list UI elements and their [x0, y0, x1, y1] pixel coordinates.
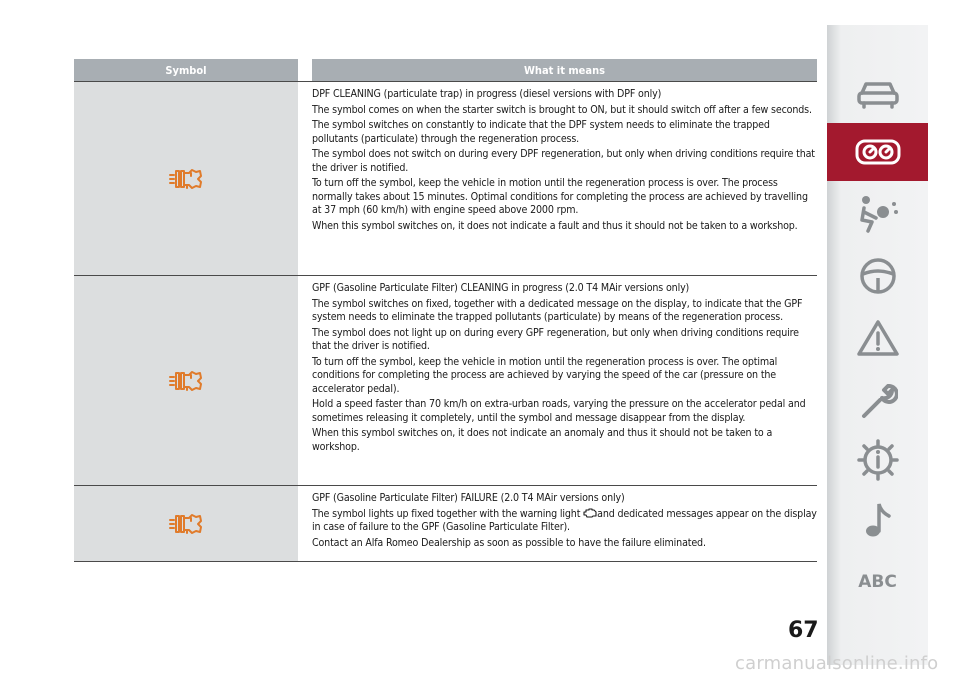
row-paragraph: The symbol does not light up on during every GPF regeneration, but only when driving conditions require that the driver is notified.	[312, 326, 799, 352]
gpf-failure-icon	[168, 512, 204, 536]
sidebar-item-index[interactable]	[827, 553, 928, 611]
sidebar-item-maintenance[interactable]	[827, 371, 928, 429]
header-meaning: What it means	[523, 63, 606, 77]
music-note-icon	[863, 500, 893, 540]
sidebar-item-dashboard[interactable]	[827, 123, 928, 181]
dashboard-icon	[854, 138, 902, 166]
table-header	[74, 59, 817, 81]
meaning-cell	[312, 486, 817, 561]
airbag-safety-icon	[856, 194, 900, 234]
meaning-cell	[312, 276, 817, 485]
abc-index-label: ABC	[858, 572, 897, 592]
steering-wheel-icon	[858, 256, 898, 296]
row-title: DPF CLEANING (particulate trap) in progress (diesel versions with DPF only)	[312, 88, 662, 100]
dpf-filter-icon	[168, 167, 204, 191]
row-paragraph: Hold a speed faster than 70 km/h on extra-urban roads, varying the pressure on the accelerator pedal and sometimes releasing it completely, until the symbol and message disappear from the display.	[312, 398, 806, 424]
meaning-cell	[312, 82, 817, 275]
sidebar-item-driving[interactable]	[827, 247, 928, 305]
car-icon	[856, 79, 900, 109]
symbol-cell	[74, 486, 298, 561]
warning-triangle-icon	[856, 319, 900, 357]
warning-lights-table	[74, 59, 817, 562]
sidebar-item-emergency[interactable]	[827, 309, 928, 367]
table-row	[74, 485, 817, 562]
sidebar-item-safety[interactable]	[827, 185, 928, 243]
table-row	[74, 275, 817, 485]
row-paragraph: The symbol comes on when the starter switch is brought to ON, but it should switch off after a few seconds.	[312, 103, 812, 116]
row-text-after-icon: and dedicated messages appear on the display in case of failure to the GPF (Gasoline Particulate Filter).	[312, 507, 817, 533]
chapter-sidebar	[827, 25, 928, 665]
row-paragraph: When this symbol switches on, it does not indicate a fault and thus it should not be taken to a workshop.	[312, 219, 798, 232]
sidebar-item-technical-data[interactable]	[827, 431, 928, 489]
row-paragraph: When this symbol switches on, it does not indicate an anomaly and thus it should not be taken to a workshop.	[312, 427, 773, 453]
row-paragraph: The symbol switches on constantly to indicate that the DPF system needs to eliminate the trapped pollutants (particulate) through the regeneration process.	[312, 119, 770, 145]
row-paragraph: The symbol switches on fixed, together with a dedicated message on the display, to indicate that the GPF system needs to eliminate the trapped pollutants (particulate) by means of the regeneration process.	[312, 297, 803, 323]
engine-warning-icon	[583, 508, 597, 518]
row-paragraph: Contact an Alfa Romeo Dealership as soon as possible to have the failure eliminated.	[312, 536, 706, 549]
gpf-filter-icon	[168, 369, 204, 393]
table-row	[74, 81, 817, 275]
watermark: carmanualsonline.info	[735, 653, 939, 674]
row-title: GPF (Gasoline Particulate Filter) FAILURE (2.0 T4 MAir versions only)	[312, 492, 625, 504]
row-text-before-icon: The symbol lights up fixed together with the warning light	[312, 507, 581, 520]
header-symbol: Symbol	[165, 63, 207, 77]
row-paragraph: To turn off the symbol, keep the vehicle in motion until the regeneration process is over. The process normally takes about 15 minutes. Optimal conditions for completing the process are achieved by travelling at 37 mph (60 km/h) with engine speed above 2000 rpm.	[312, 177, 808, 216]
row-paragraph: To turn off the symbol, keep the vehicle in motion until the regeneration process is over. The optimal conditions for completing the process are achieved by varying the speed of the car (pressure on the accelerator pedal).	[312, 355, 778, 395]
page-number: 67	[788, 618, 819, 643]
row-title: GPF (Gasoline Particulate Filter) CLEANING in progress (2.0 T4 MAir versions only)	[312, 282, 690, 294]
wrench-icon	[858, 380, 898, 420]
symbol-cell	[74, 276, 298, 485]
sidebar-item-multimedia[interactable]	[827, 491, 928, 549]
sidebar-item-car[interactable]	[827, 65, 928, 123]
symbol-cell	[74, 82, 298, 275]
row-paragraph: The symbol does not switch on during every DPF regeneration, but only when driving conditions require that the driver is notified.	[312, 148, 815, 174]
info-gear-icon	[857, 439, 899, 481]
row-paragraph	[312, 508, 817, 535]
